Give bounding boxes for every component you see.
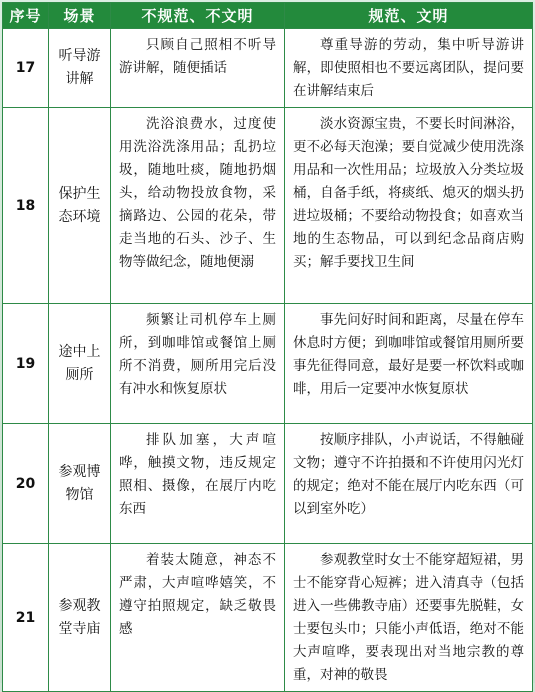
good-text: 淡水资源宝贵，不要长时间淋浴，更不必每天泡澡；要自觉减少使用洗涤用品和一次性用品；垃圾放入分类垃圾桶，自备手纸，将痰纸、熄灭的烟头扔进垃圾桶；不要给动物投食；如喜欢当地的生态物品，可以到纪念品商店购买；解手要找卫生间	[293, 116, 524, 270]
row-number: 17	[3, 29, 49, 108]
table-row	[3, 424, 533, 544]
header-scene: 场景	[49, 3, 111, 29]
row-good-behavior	[285, 304, 533, 424]
table-row	[3, 304, 533, 424]
row-scene: 途中上厕所	[49, 304, 111, 424]
etiquette-table	[2, 2, 533, 692]
row-bad-behavior	[111, 424, 285, 544]
good-text: 按顺序排队，小声说话，不得触碰文物；遵守不许拍摄和不许使用闪光灯的规定；绝对不能在展厅内吃东西（可以到室外吃）	[293, 432, 524, 517]
row-bad-behavior	[111, 29, 285, 108]
good-text: 事先问好时间和距离，尽量在停车休息时方便；到咖啡馆或餐馆用厕所要事先征得同意，最好是要一杯饮料或咖啡，用后一定要冲水恢复原状	[293, 312, 524, 397]
row-bad-behavior	[111, 544, 285, 692]
bad-text: 频繁让司机停车上厕所，到咖啡馆或餐馆上厕所不消费，厕所用完后没有冲水和恢复原状	[119, 312, 276, 397]
table-row	[3, 108, 533, 304]
row-good-behavior	[285, 544, 533, 692]
bad-text: 着装太随意，神态不严肃，大声喧哗嬉笑，不遵守拍照规定，缺乏敬畏感	[119, 552, 276, 637]
header-num: 序号	[3, 3, 49, 29]
row-number: 20	[3, 424, 49, 544]
table-row	[3, 544, 533, 692]
row-number: 18	[3, 108, 49, 304]
bad-text: 只顾自己照相不听导游讲解，随便插话	[119, 37, 276, 76]
header-good: 规范、文明	[285, 3, 533, 29]
row-number: 19	[3, 304, 49, 424]
row-bad-behavior	[111, 108, 285, 304]
row-bad-behavior	[111, 304, 285, 424]
row-good-behavior	[285, 108, 533, 304]
row-scene: 参观教堂寺庙	[49, 544, 111, 692]
good-text: 参观教堂时女士不能穿超短裙，男士不能穿背心短裤；进入清真寺（包括进入一些佛教寺庙）还要事先脱鞋，女士要包头巾；只能小声低语，绝对不能大声喧哗，要表现出对当地宗教的尊重，对神的敬畏	[293, 552, 524, 683]
row-scene: 听导游讲解	[49, 29, 111, 108]
bad-text: 排队加塞，大声喧哗，触摸文物，违反规定照相、摄像，在展厅内吃东西	[119, 432, 276, 517]
row-scene: 保护生态环境	[49, 108, 111, 304]
row-scene: 参观博物馆	[49, 424, 111, 544]
row-good-behavior	[285, 29, 533, 108]
header-row	[3, 3, 533, 29]
good-text: 尊重导游的劳动，集中听导游讲解，即使照相也不要远离团队，提问要在讲解结束后	[293, 37, 524, 99]
row-good-behavior	[285, 424, 533, 544]
table-row	[3, 29, 533, 108]
bad-text: 洗浴浪费水，过度使用洗浴洗涤用品；乱扔垃圾，随地吐痰，随地扔烟头，给动物投放食物，采摘路边、公园的花朵，带走当地的石头、沙子、生物等做纪念，随地便溺	[119, 116, 276, 270]
header-bad: 不规范、不文明	[111, 3, 285, 29]
row-number: 21	[3, 544, 49, 692]
